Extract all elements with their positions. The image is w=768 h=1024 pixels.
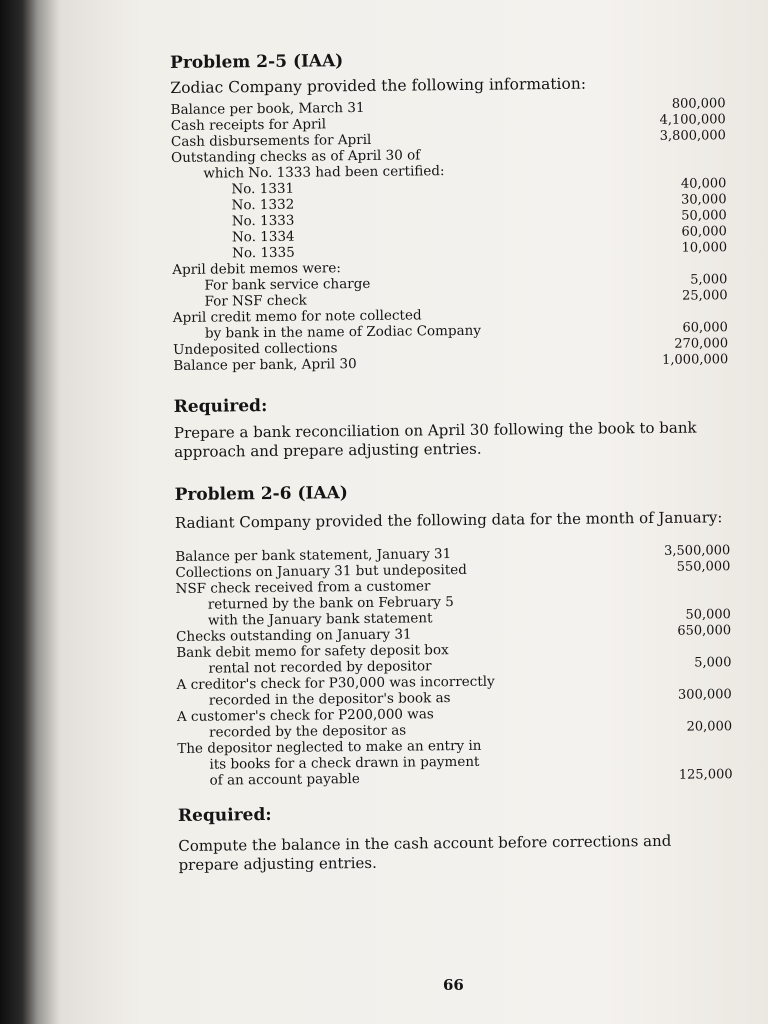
page-number: 66 [443, 976, 464, 994]
problem-2-5-required-heading: Required: [173, 396, 268, 417]
list-item: Undeposited collections 270,000 [173, 336, 729, 358]
list-item: by bank in the name of Zodiac Company 60,000 [204, 320, 728, 342]
list-item: April credit memo for note collected [172, 307, 422, 326]
problem-2-6-required-heading: Required: [177, 804, 272, 826]
list-item: A creditor's check for P30,000 was incorrectly [176, 673, 495, 693]
list-item: NSF check received from a customer [175, 578, 431, 597]
list-item: No. 1334 60,000 [231, 224, 727, 246]
list-item: Collections on January 31 but undeposited 550,000 [175, 559, 731, 581]
list-item: recorded by the depositor as 20,000 [209, 719, 733, 741]
list-item: of an account payable 125,000 [209, 767, 733, 789]
list-item: with the January bank statement 50,000 [207, 607, 732, 629]
list-item: Outstanding checks as of April 30 of [171, 147, 421, 166]
list-item: No. 1333 50,000 [231, 208, 727, 230]
problem-2-5-data-list [171, 96, 729, 374]
problem-2-5-required-text: Prepare a bank reconciliation on April 30 following the book to bank approach and prepare adjusting entries. [173, 418, 697, 461]
list-item: For NSF check 25,000 [204, 288, 728, 310]
list-item: April debit memos were: [172, 260, 341, 278]
problem-2-6-title: Problem 2-6 (IAA) [174, 483, 348, 505]
list-item: No. 1331 40,000 [231, 176, 727, 198]
list-item: Checks outstanding on January 31 650,000 [176, 623, 732, 645]
list-item: Balance per bank statement, January 31 3,500,000 [175, 543, 731, 565]
list-item: For bank service charge 5,000 [204, 272, 728, 294]
list-item: which No. 1333 had been certified: [203, 163, 445, 182]
list-item: Balance per bank, April 30 1,000,000 [173, 352, 729, 374]
problem-2-5-intro: Zodiac Company provided the following information: [170, 74, 587, 97]
problem-2-6-data-list [175, 543, 732, 789]
list-item: Cash disbursements for April 3,800,000 [170, 128, 726, 150]
list-item: No. 1335 10,000 [232, 240, 728, 262]
page-content [170, 46, 734, 875]
list-item: returned by the bank on February 5 [207, 594, 454, 613]
list-item: No. 1332 30,000 [231, 192, 727, 214]
list-item: Balance per book, March 31 800,000 [170, 96, 726, 118]
list-item: its books for a check drawn in payment [209, 753, 480, 773]
list-item: The depositor neglected to make an entry in [177, 737, 482, 757]
list-item: A customer's check for P200,000 was [176, 706, 434, 725]
list-item: rental not recorded by depositor 5,000 [208, 655, 732, 677]
problem-2-5-title: Problem 2-5 (IAA) [170, 51, 344, 73]
list-item: recorded in the depositor's book as 300,000 [208, 687, 732, 709]
list-item: Cash receipts for April 4,100,000 [170, 112, 726, 134]
problem-2-6-required-text: Compute the balance in the cash account before corrections and prepare adjusting entries. [178, 831, 672, 874]
list-item: Bank debit memo for safety deposit box [176, 642, 449, 661]
problem-2-6-intro: Radiant Company provided the following data for the month of January: [174, 508, 723, 532]
